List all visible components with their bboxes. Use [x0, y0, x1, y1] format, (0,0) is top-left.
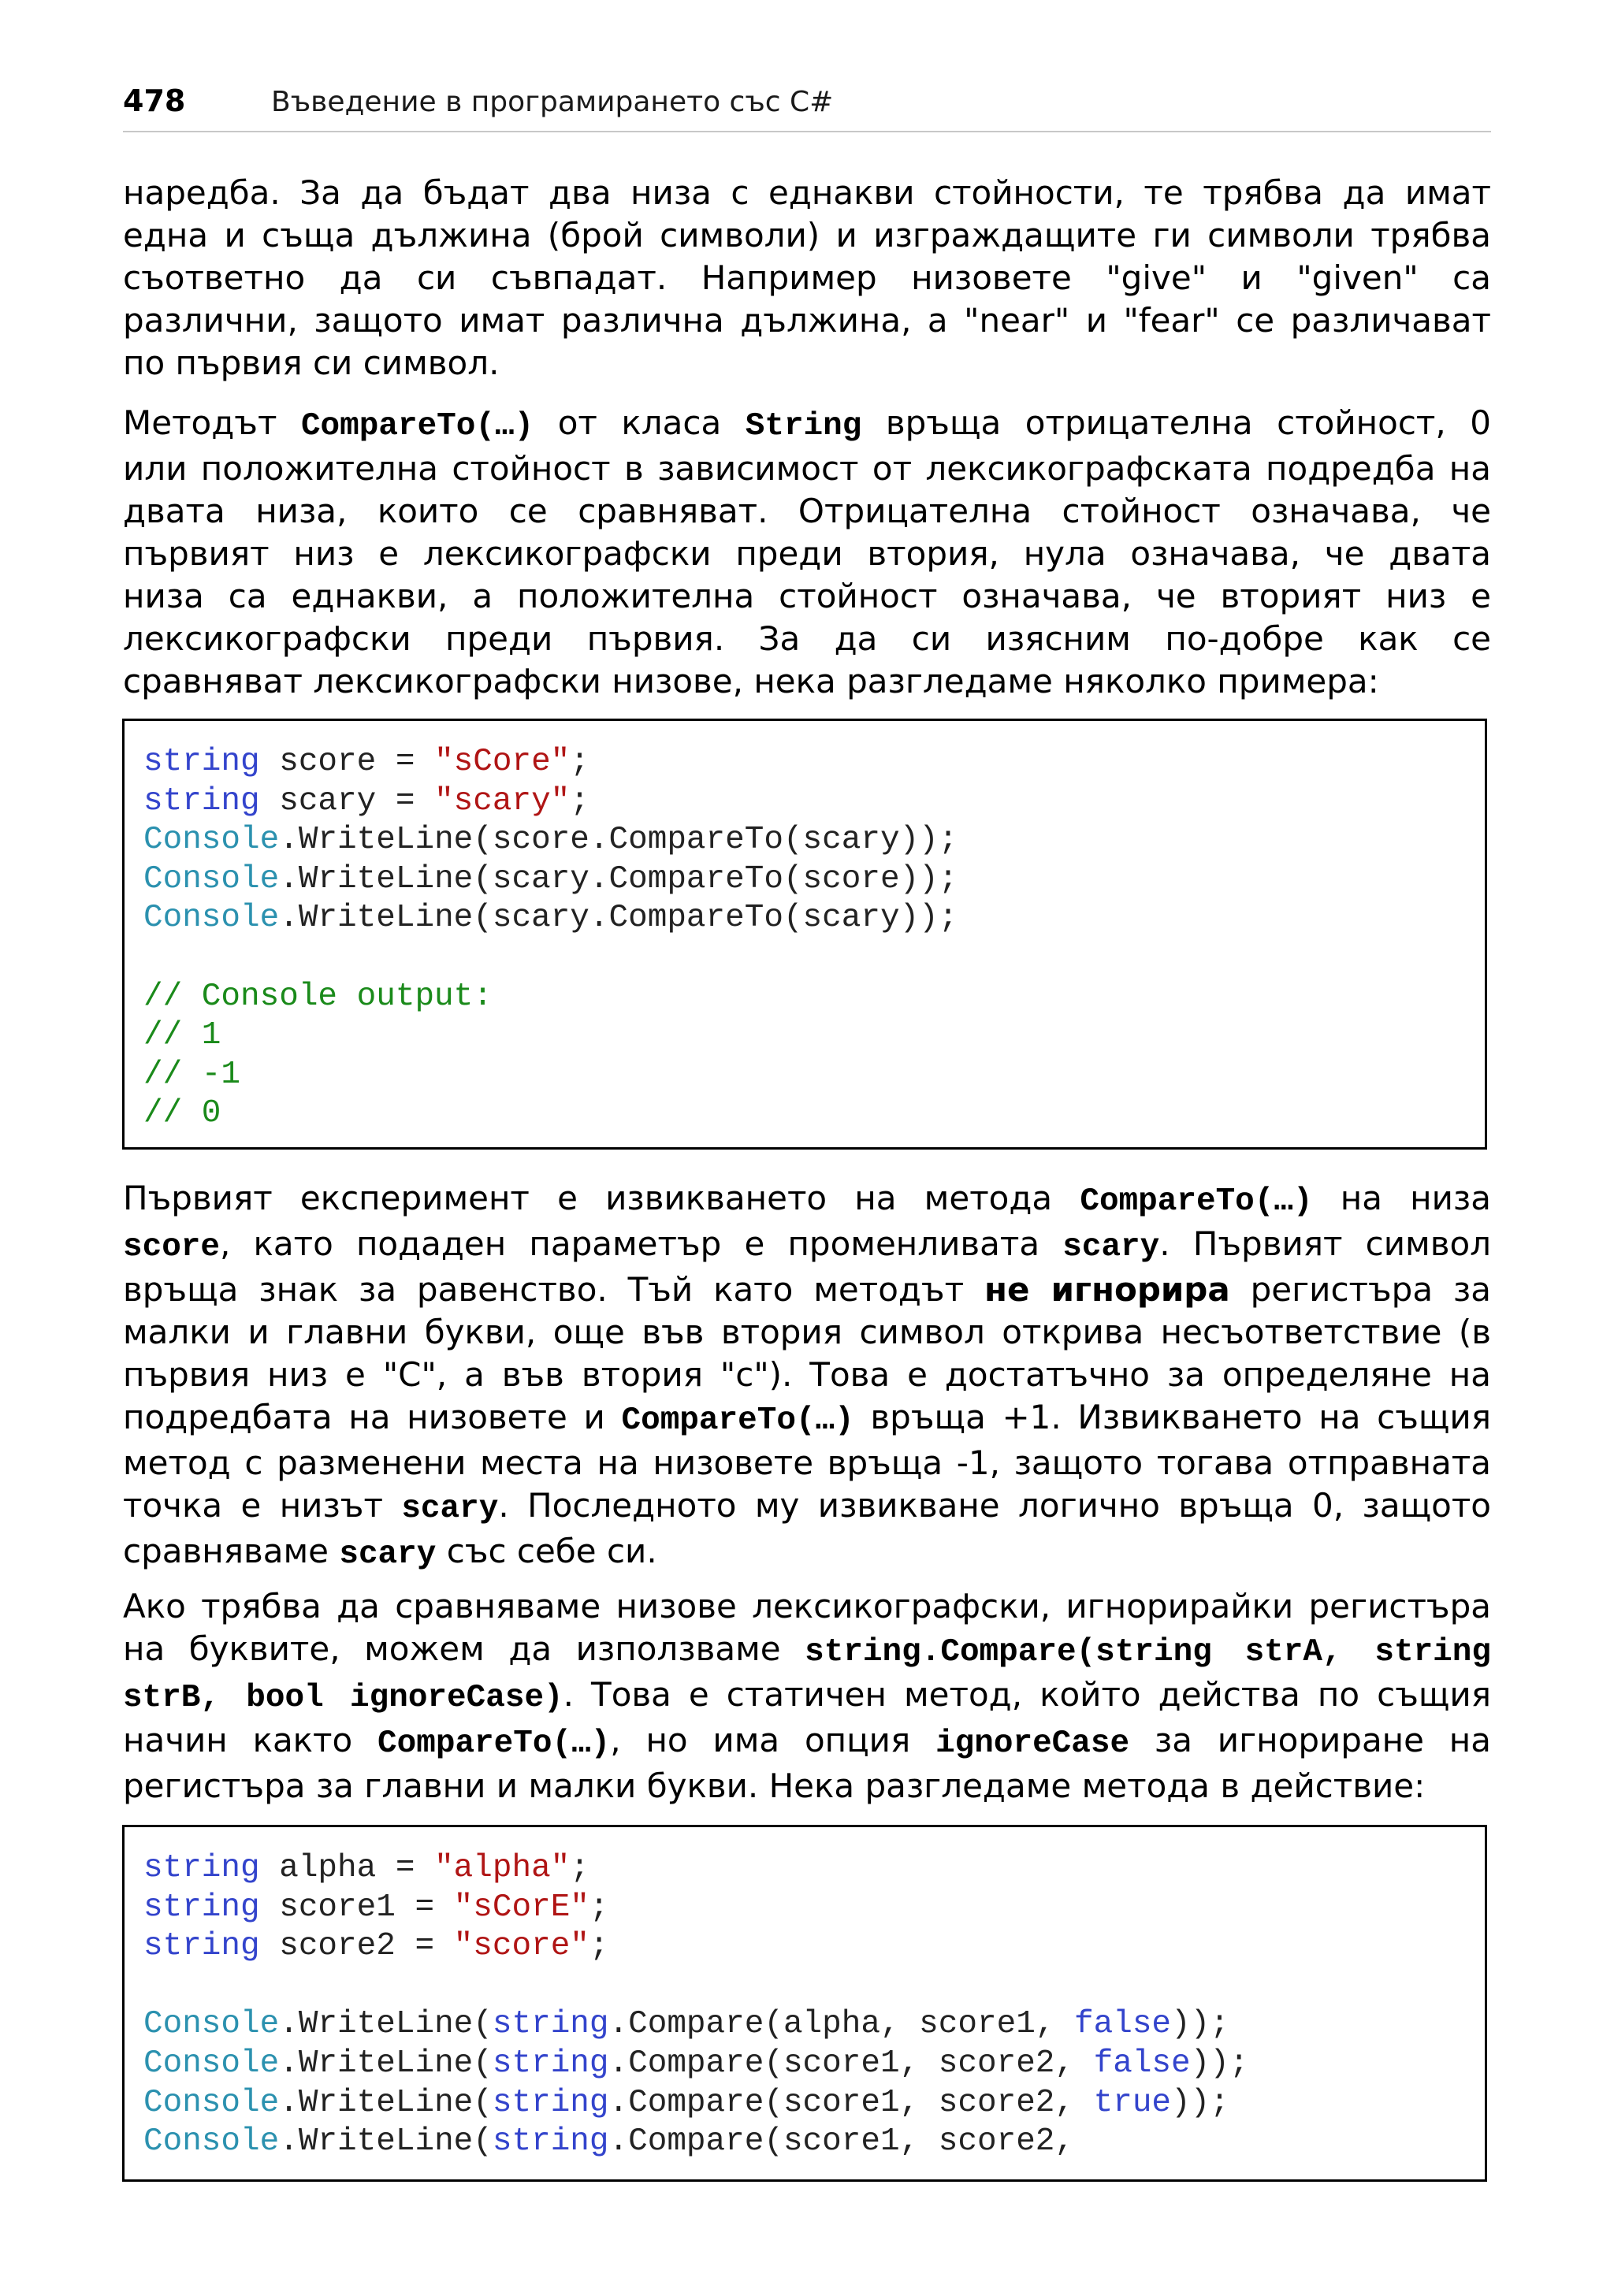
text-line: сравняват лексикографски низове, нека разгледаме няколко примера:: [123, 662, 1379, 700]
text-line: Ако трябва да сравняваме низове лексикографски, игнорирайки регистъра: [123, 1587, 1491, 1625]
text-line: лексикографски преди първия. За да си изясним по-добре как се: [123, 619, 1491, 658]
running-header: [123, 79, 1491, 132]
inline-code: CompareTo(…): [377, 1726, 611, 1762]
text-line: наредба. За да бъдат два низа с еднакви стойности, те трябва да имат: [123, 173, 1491, 212]
code-line: Console.WriteLine(string.Compare(score1, score2, true));: [143, 2084, 1229, 2121]
page-number: 478: [123, 84, 186, 118]
text-line: на буквите, можем да използваме string.Compare(string strA, string: [123, 1629, 1491, 1670]
inline-code: strB, bool ignoreCase): [123, 1680, 563, 1716]
code-blank-line: [143, 938, 1485, 978]
inline-code: string.Compare(string strA, string: [805, 1634, 1491, 1670]
text-line: точка е низът scary. Последното му извикване логично връща 0, защото: [123, 1486, 1491, 1527]
code-line: string alpha = "alpha";: [143, 1850, 589, 1886]
paragraph-string-compare: [123, 1585, 1491, 1807]
inline-code: CompareTo(…): [1080, 1183, 1313, 1220]
text-line: подредбата на низовете и CompareTo(…) връща +1. Извикването на същия: [123, 1398, 1491, 1439]
text-line: връща знак за равенство. Тъй като методът не игнорира регистъра за: [123, 1270, 1491, 1309]
code-line: string scary = "scary";: [143, 782, 589, 819]
code-line: string score1 = "sCorE";: [143, 1889, 609, 1926]
paragraph-string-equality: [123, 172, 1491, 385]
inline-code: ignoreCase: [935, 1726, 1130, 1762]
code-blank-line: [143, 1967, 1485, 2006]
text-line: регистъра за главни и малки букви. Нека разгледаме метода в действие:: [123, 1767, 1426, 1805]
inline-code: CompareTo(…): [300, 408, 534, 444]
text-line: една и съща дължина (брой символи) и изграждащите ги символи трябва: [123, 216, 1491, 254]
text-line: първия низ е "C", а във втория "c"). Това е достатъчно за определяне на: [123, 1355, 1491, 1394]
code-line: string score2 = "score";: [143, 1928, 609, 1965]
text-line: сравняваме scary със себе си.: [123, 1532, 657, 1573]
text-line: начин както CompareTo(…), но има опция ignoreCase за игнориране на: [123, 1721, 1491, 1762]
text-line: метод с разменени места на низовете връща -1, защото тогава отправната: [123, 1443, 1491, 1482]
code-line: string score = "sCore";: [143, 744, 589, 780]
text-line: двата низа, които се сравняват. Отрицателна стойност означава, че: [123, 492, 1491, 530]
code-line: Console.WriteLine(scary.CompareTo(scary));: [143, 900, 958, 937]
inline-code: scary: [1062, 1229, 1160, 1265]
code-comment: // 1: [143, 1017, 221, 1054]
text-line: или положителна стойност в зависимост от лексикографската подредба на: [123, 449, 1491, 488]
text-line: strB, bool ignoreCase). Това е статичен метод, който действа по същия: [123, 1675, 1491, 1716]
code-comment: // 0: [143, 1095, 221, 1132]
text-line: съответно да си съвпадат. Например низовете "give" и "given" са: [123, 258, 1491, 297]
text-line: Методът CompareTo(…) от класа String връща отрицателна стойност, 0: [123, 403, 1491, 444]
inline-code: scary: [401, 1491, 499, 1527]
code-line: Console.WriteLine(string.Compare(score1, score2,: [143, 2123, 1075, 2160]
paragraph-compareto-intro: [123, 402, 1491, 703]
text-line: различни, защото имат различна дължина, а "near" и "fear" се различават: [123, 301, 1491, 340]
text-line: низа са еднакви, а положителна стойност означава, че вторият низ е: [123, 577, 1491, 615]
text-line: малки и главни букви, още във втория символ открива несъответствие (в: [123, 1313, 1491, 1351]
text-line: първият низ е лексикографски преди втория, нула означава, че двата: [123, 534, 1491, 573]
inline-code: scary: [339, 1536, 437, 1573]
text-line: score, като подаден параметър е променливата scary. Първият символ: [123, 1224, 1492, 1265]
code-example-string-compare: [122, 1825, 1487, 2182]
text-line: Първият експеримент е извикването на метода CompareTo(…) на низа: [123, 1179, 1491, 1220]
code-comment: // -1: [143, 1056, 241, 1093]
text-line: по първия си символ.: [123, 344, 500, 382]
code-line: Console.WriteLine(string.Compare(alpha, score1, false));: [143, 2006, 1229, 2043]
code-line: Console.WriteLine(scary.CompareTo(score));: [143, 860, 958, 897]
inline-code: CompareTo(…): [621, 1402, 854, 1439]
code-line: Console.WriteLine(score.CompareTo(scary));: [143, 822, 958, 859]
paragraph-first-experiment: [123, 1177, 1491, 1576]
code-line: Console.WriteLine(string.Compare(score1, score2, false));: [143, 2045, 1249, 2082]
emphasis: не игнорира: [984, 1270, 1230, 1309]
code-comment: // Console output:: [143, 978, 493, 1015]
inline-code: String: [745, 408, 862, 444]
inline-code: score: [123, 1229, 221, 1265]
book-title: Въведение в програмирането със C#: [271, 86, 834, 118]
code-example-compareto: [122, 719, 1487, 1150]
